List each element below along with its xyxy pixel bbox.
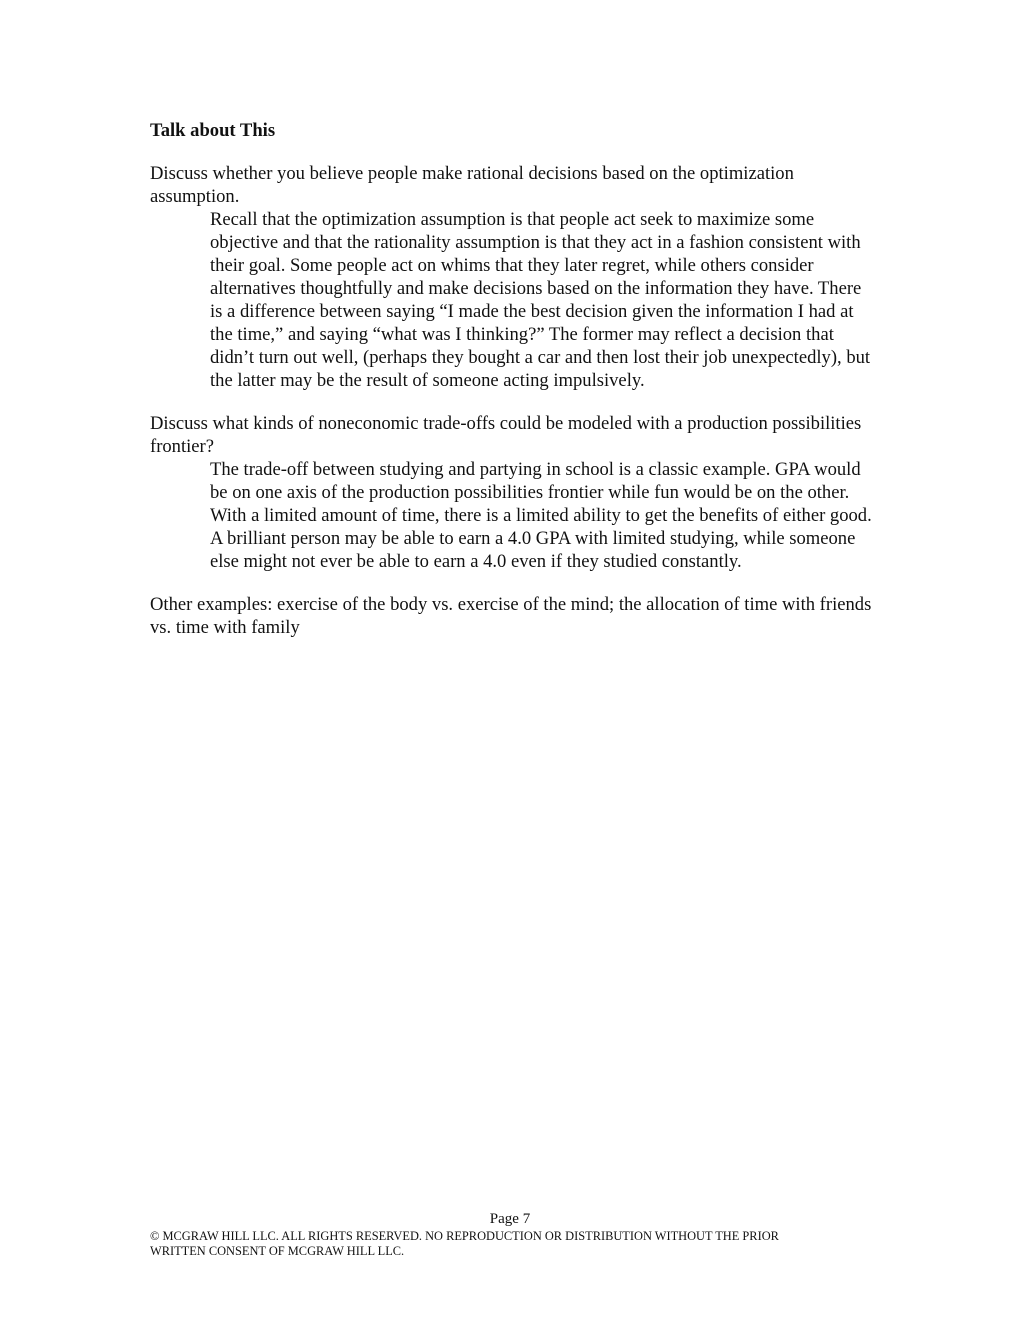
discussion-answer-2: The trade-off between studying and partying in school is a classic example. GPA would be on one axis of the production possibilities frontier while fun would be on the other. With a limited amount of time, there is a limited ability to get the benefits of either good. A brilliant person may be able to earn a 4.0 GPA with limited studying, while someone else might not ever be able to earn a 4.0 even if they studied constantly. [210,459,872,572]
page-content [150,119,875,639]
other-examples-paragraph: Other examples: exercise of the body vs. exercise of the mind; the allocation of time with friends vs. time with family [150,594,872,638]
copyright-line-1: © MCGRAW HILL LLC. ALL RIGHTS RESERVED. NO REPRODUCTION OR DISTRIBUTION WITHOUT THE PRIOR [150,1229,779,1243]
section-heading: Talk about This [150,120,276,141]
discussion-question-2: Discuss what kinds of noneconomic trade-offs could be modeled with a production possibilities frontier? [150,413,862,457]
page-number: Page 7 [489,1211,531,1227]
discussion-question-1: Discuss whether you believe people make rational decisions based on the optimization assumption. [150,163,794,207]
discussion-answer-1: Recall that the optimization assumption is that people act seek to maximize some objective and that the rationality assumption is that they act in a fashion consistent with their goal. Some people act on whims that they later regret, while others consider alternatives thoughtfully and make decisions based on the information they have. There is a difference between saying “I made the best decision given the information I had at the time,” and saying “what was I thinking?” The former may reflect a decision that didn’t turn out well, (perhaps they bought a car and then lost their job unexpectedly), but the latter may be the result of someone acting impulsively. [210,209,871,391]
copyright-notice [150,1229,870,1259]
copyright-line-2: WRITTEN CONSENT OF MCGRAW HILL LLC. [150,1244,405,1258]
